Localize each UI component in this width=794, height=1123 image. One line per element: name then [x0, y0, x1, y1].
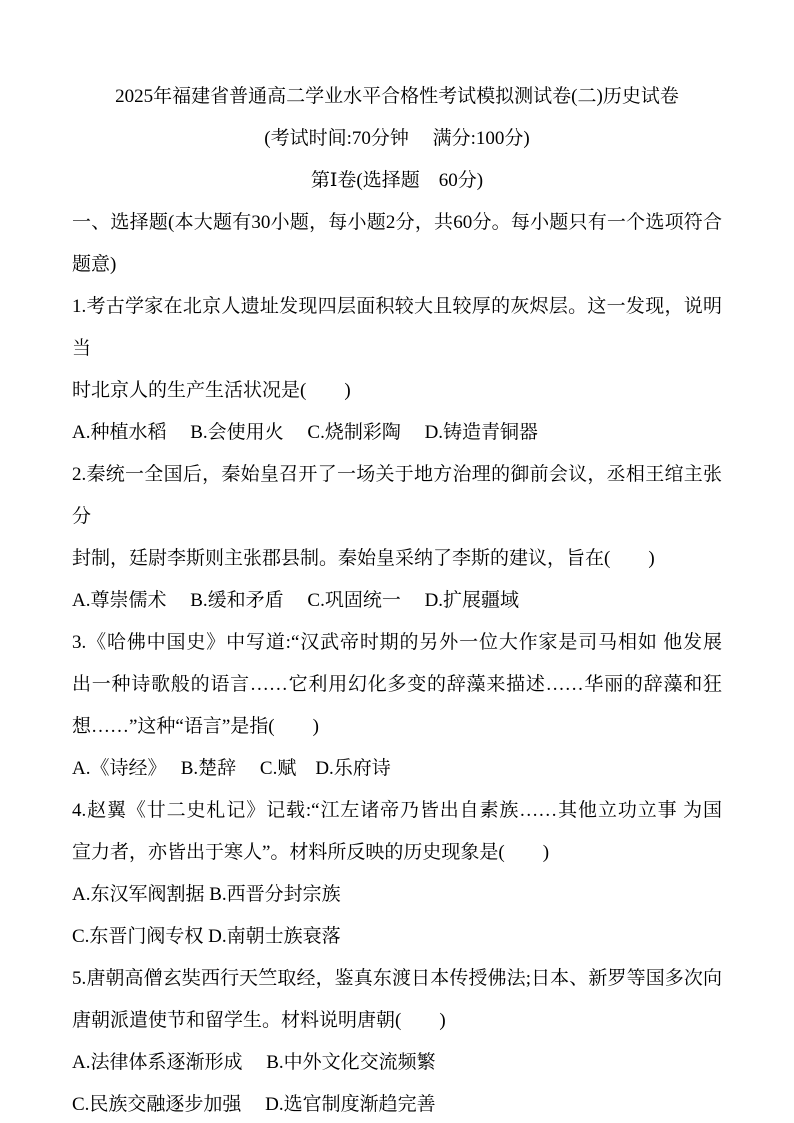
question-4-stem-line-1: 4.赵翼《廿二史札记》记载:“江左诸帝乃皆出自素族……其他立功立事 为国: [72, 800, 722, 821]
question-2-stem-line-1: 2.秦统一全国后，秦始皇召开了一场关于地方治理的御前会议，丞相王绾主张分: [72, 464, 722, 527]
question-1-stem-line-1: 1.考古学家在北京人遗址发现四层面积较大且较厚的灰烬层。这一发现，说明当: [72, 296, 722, 359]
question-2: [72, 454, 722, 622]
question-3: [72, 622, 722, 790]
question-4-options-ab: A.东汉军阀割据 B.西晋分封宗族: [72, 884, 341, 905]
question-2-stem-line-2: 封制，廷尉李斯则主张郡县制。秦始皇采纳了李斯的建议，旨在( ): [72, 548, 655, 569]
question-5-options-cd: C.民族交融逐步加强 D.选官制度渐趋完善: [72, 1094, 436, 1115]
question-3-stem-line-3: 想……”这种“语言”是指( ): [72, 716, 319, 737]
question-5-options-ab: A.法律体系逐渐形成 B.中外文化交流频繁: [72, 1052, 436, 1073]
question-1-options: A.种植水稻 B.会使用火 C.烧制彩陶 D.铸造青铜器: [72, 422, 539, 443]
question-3-stem-line-2: 出一种诗歌般的语言……它利用幻化多变的辞藻来描述……华丽的辞藻和狂: [72, 674, 722, 695]
section-intro: [72, 202, 722, 286]
question-1-stem-line-2: 时北京人的生产生活状况是( ): [72, 380, 351, 401]
question-2-options: A.尊崇儒术 B.缓和矛盾 C.巩固统一 D.扩展疆域: [72, 590, 520, 611]
exam-info: (考试时间:70分钟 满分:100分): [264, 128, 530, 149]
page-title: 2025年福建省普通高二学业水平合格性考试模拟测试卷(二)历史试卷: [115, 86, 679, 107]
question-4-stem-line-2: 宣力者，亦皆出于寒人”。材料所反映的历史现象是( ): [72, 842, 550, 863]
question-1: [72, 286, 722, 454]
question-5-stem-line-1: 5.唐朝高僧玄奘西行天竺取经，鉴真东渡日本传授佛法;日本、新罗等国多次向: [72, 968, 722, 989]
question-5: [72, 958, 722, 1123]
question-3-stem-line-1: 3.《哈佛中国史》中写道:“汉武帝时期的另外一位大作家是司马相如 他发展: [72, 632, 722, 653]
question-4: [72, 790, 722, 958]
section-intro-line-1: 一、选择题(本大题有30小题，每小题2分，共60分。每小题只有一个选项符合: [72, 212, 722, 233]
question-3-options: A.《诗经》 B.楚辞 C.赋 D.乐府诗: [72, 758, 391, 779]
section-intro-line-2: 题意): [72, 254, 117, 275]
question-4-options-cd: C.东晋门阀专权 D.南朝士族衰落: [72, 926, 341, 947]
question-5-stem-line-2: 唐朝派遣使节和留学生。材料说明唐朝( ): [72, 1010, 446, 1031]
section-header: 第Ⅰ卷(选择题 60分): [310, 170, 484, 191]
